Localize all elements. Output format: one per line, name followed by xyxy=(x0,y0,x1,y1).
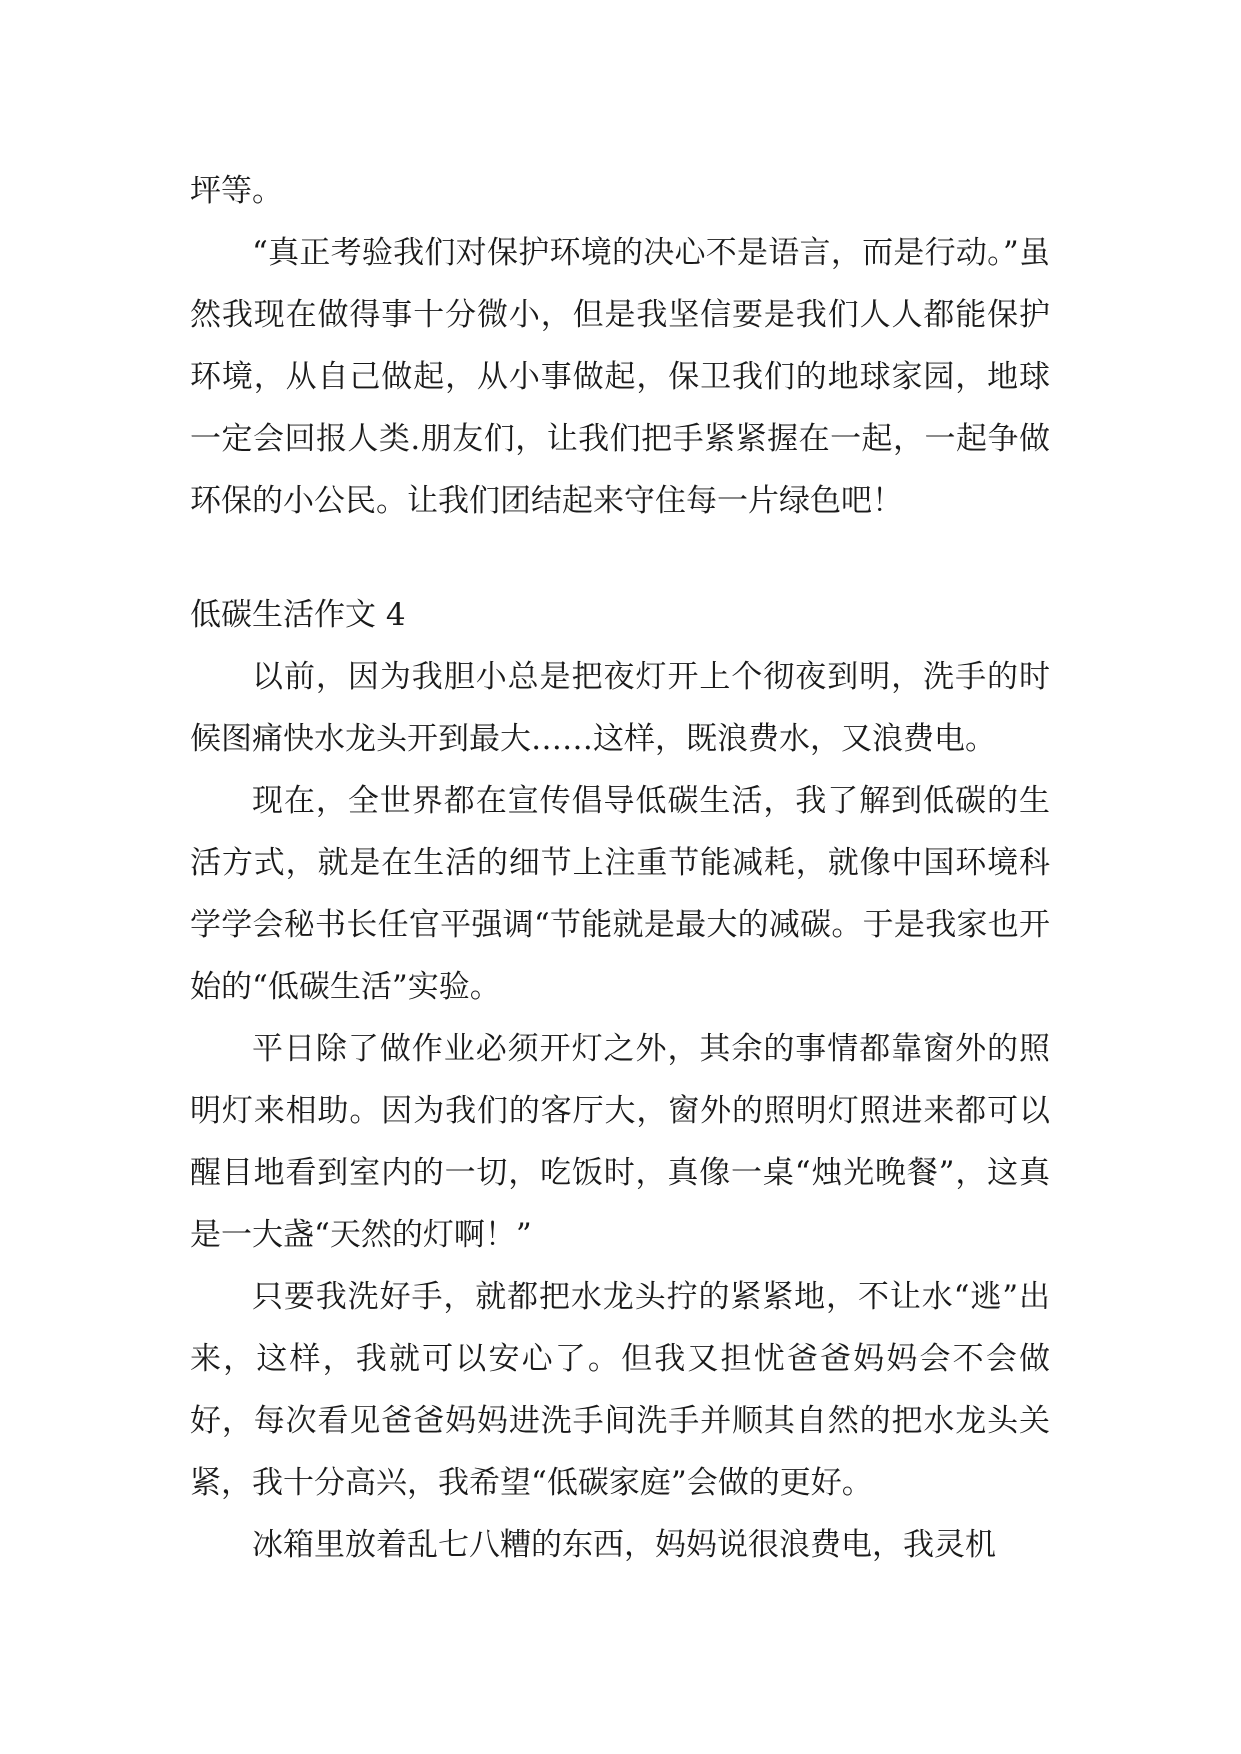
paragraph-continuation: 坪等。 xyxy=(190,173,283,209)
paragraph-before: 以前，因为我胆小总是把夜灯开上个彻夜到明，洗手的时候图痛快水龙头开到最大……这样，既浪费水，又浪费电。 xyxy=(190,659,1050,757)
paragraph-lighting: 平日除了做作业必须开灯之外，其余的事情都靠窗外的照明灯来相助。因为我们的客厅大，窗外的照明灯照进来都可以醒目地看到室内的一切，吃饭时，真像一桌“烛光晚餐”，这真是一大盏“天然的灯啊！” xyxy=(190,1031,1050,1253)
paragraph-water: 只要我洗好手，就都把水龙头拧的紧紧地，不让水“逃”出来，这样，我就可以安心了。但我又担忧爸爸妈妈会不会做好，每次看见爸爸妈妈进洗手间洗手并顺其自然的把水龙头关紧，我十分高兴，我希望“低碳家庭”会做的更好。 xyxy=(190,1279,1050,1501)
paragraph-fridge: 冰箱里放着乱七八糟的东西，妈妈说很浪费电，我灵机 xyxy=(252,1527,996,1563)
paragraph-quote: “真正考验我们对保护环境的决心不是语言，而是行动。”虽然我现在做得事十分微小，但是我坚信要是我们人人都能保护环境，从自己做起，从小事做起，保卫我们的地球家园，地球一定会回报人类.朋友们，让我们把手紧紧握在一起，一起争做环保的小公民。让我们团结起来守住每一片绿色吧！ xyxy=(190,235,1050,519)
section-title: 低碳生活作文 4 xyxy=(190,597,406,633)
document-page xyxy=(190,160,1050,1576)
paragraph-now: 现在，全世界都在宣传倡导低碳生活，我了解到低碳的生活方式，就是在生活的细节上注重节能减耗，就像中国环境科学学会秘书长任官平强调“节能就是最大的减碳。于是我家也开始的“低碳生活”实验。 xyxy=(190,783,1050,1005)
